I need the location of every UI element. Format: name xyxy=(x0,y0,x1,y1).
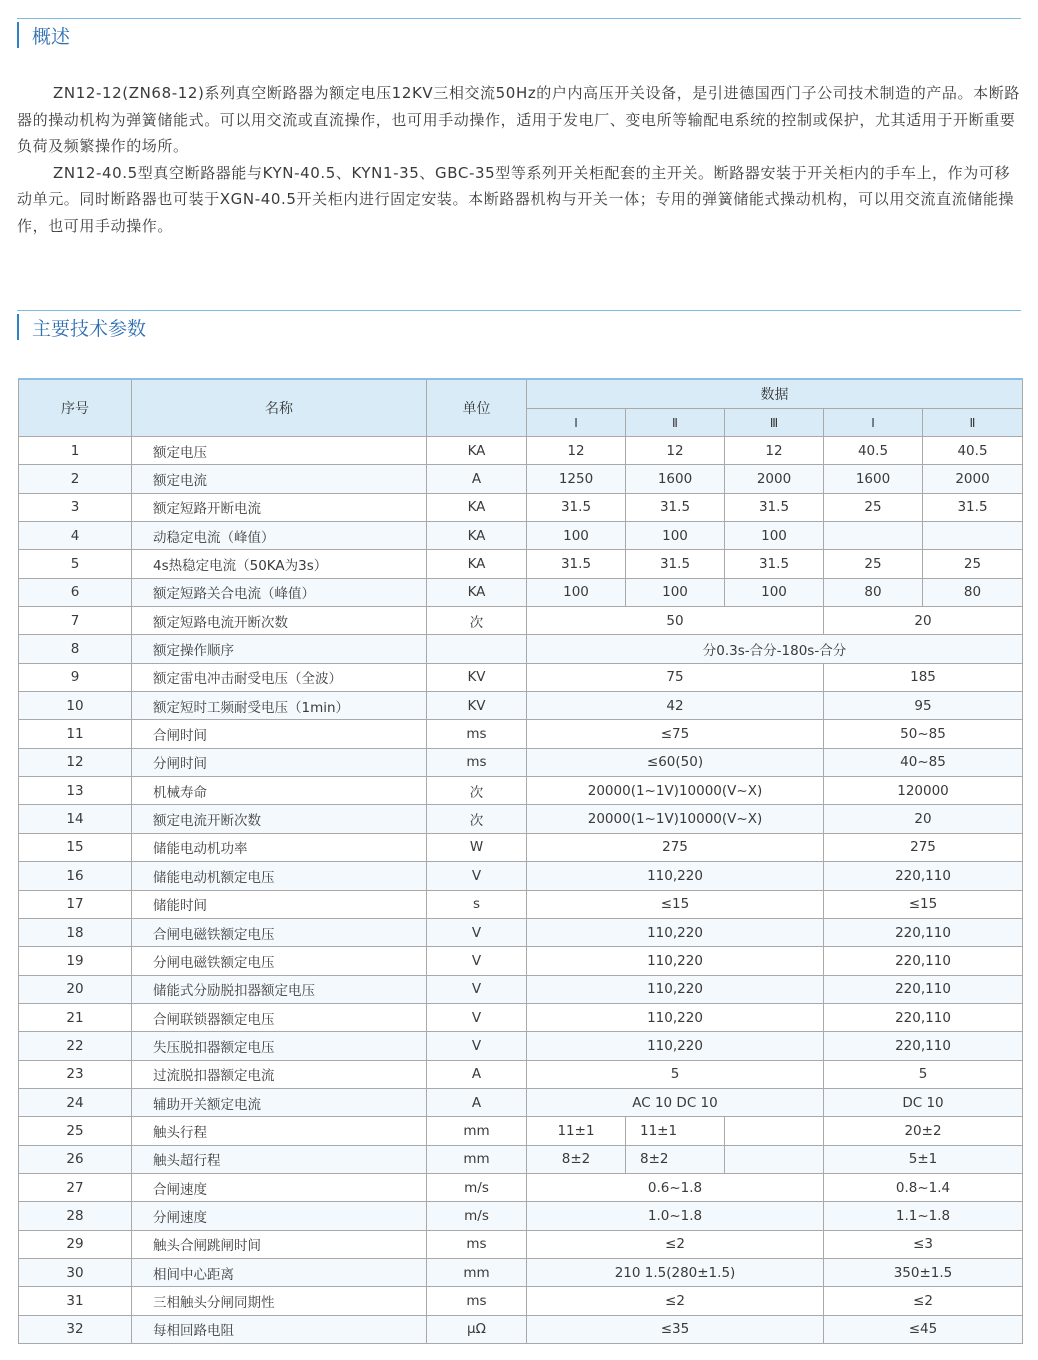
param-unit: mm xyxy=(427,1145,527,1173)
param-unit: KA xyxy=(427,578,527,606)
data-cell: 1.1~1.8 xyxy=(824,1202,1023,1230)
header-rule xyxy=(17,310,1021,311)
data-cell: 20 xyxy=(824,805,1023,833)
data-cell: 25 xyxy=(824,493,923,521)
data-cell: ≤3 xyxy=(824,1230,1023,1258)
table-row xyxy=(19,748,1023,776)
data-cell: 220,110 xyxy=(824,918,1023,946)
param-unit: KA xyxy=(427,437,527,465)
spec-table-body xyxy=(19,437,1023,1344)
table-row xyxy=(19,522,1023,550)
data-cell: 12 xyxy=(626,437,725,465)
header-accent-bar xyxy=(17,314,19,340)
data-cell: 100 xyxy=(725,522,824,550)
param-name: 合闸电磁铁额定电压 xyxy=(132,918,427,946)
param-name: 额定雷电冲击耐受电压（全波） xyxy=(132,663,427,691)
table-row xyxy=(19,692,1023,720)
data-cell: 31.5 xyxy=(527,550,626,578)
table-row xyxy=(19,975,1023,1003)
table-row xyxy=(19,437,1023,465)
data-cell: 11±1 xyxy=(527,1117,626,1145)
data-cell: ≤15 xyxy=(824,890,1023,918)
row-number: 1 xyxy=(19,437,132,465)
data-cell: 220,110 xyxy=(824,862,1023,890)
data-cell: 31.5 xyxy=(626,550,725,578)
param-unit: ms xyxy=(427,1230,527,1258)
row-number: 12 xyxy=(19,748,132,776)
param-unit: mm xyxy=(427,1117,527,1145)
data-cell: 0.6~1.8 xyxy=(527,1173,824,1201)
data-cell: AC 10 DC 10 xyxy=(527,1088,824,1116)
overview-title: 概述 xyxy=(32,26,71,48)
header-data: 数据 xyxy=(527,379,1023,409)
data-cell: ≤60(50) xyxy=(527,748,824,776)
param-unit: m/s xyxy=(427,1173,527,1201)
table-row xyxy=(19,1202,1023,1230)
param-name: 合闸时间 xyxy=(132,720,427,748)
data-cell: 100 xyxy=(626,578,725,606)
data-cell: 75 xyxy=(527,663,824,691)
row-number: 15 xyxy=(19,833,132,861)
param-name: 合闸联锁器额定电压 xyxy=(132,1003,427,1031)
row-number: 11 xyxy=(19,720,132,748)
header-sub: Ⅰ xyxy=(527,409,626,437)
data-cell: 80 xyxy=(923,578,1023,606)
row-number: 8 xyxy=(19,635,132,663)
param-unit: KA xyxy=(427,550,527,578)
header-sub: Ⅰ xyxy=(824,409,923,437)
param-name: 相间中心距离 xyxy=(132,1258,427,1286)
param-name: 储能时间 xyxy=(132,890,427,918)
data-cell: ≤15 xyxy=(527,890,824,918)
data-cell xyxy=(824,522,923,550)
table-row xyxy=(19,1060,1023,1088)
param-unit: KV xyxy=(427,663,527,691)
data-cell: 31.5 xyxy=(626,493,725,521)
data-cell: 42 xyxy=(527,692,824,720)
header-rule xyxy=(17,18,1021,19)
data-cell: 50 xyxy=(527,607,824,635)
param-name: 分闸速度 xyxy=(132,1202,427,1230)
row-number: 9 xyxy=(19,663,132,691)
row-number: 16 xyxy=(19,862,132,890)
data-cell: 1250 xyxy=(527,465,626,493)
param-name: 合闸速度 xyxy=(132,1173,427,1201)
data-cell-empty xyxy=(725,1145,824,1173)
row-number: 2 xyxy=(19,465,132,493)
data-cell: 8±2 xyxy=(527,1145,626,1173)
header-accent-bar xyxy=(17,22,19,48)
row-number: 4 xyxy=(19,522,132,550)
table-row xyxy=(19,578,1023,606)
data-cell: 110,220 xyxy=(527,1003,824,1031)
param-unit: V xyxy=(427,1032,527,1060)
table-row xyxy=(19,607,1023,635)
params-section-header xyxy=(17,310,1021,340)
data-cell: 220,110 xyxy=(824,1032,1023,1060)
row-number: 6 xyxy=(19,578,132,606)
data-cell: 100 xyxy=(725,578,824,606)
data-cell: 110,220 xyxy=(527,862,824,890)
data-cell: 20000(1~1V)10000(V~X) xyxy=(527,777,824,805)
row-number: 32 xyxy=(19,1315,132,1343)
table-row xyxy=(19,1258,1023,1286)
data-cell: 350±1.5 xyxy=(824,1258,1023,1286)
header-name: 名称 xyxy=(132,379,427,437)
header-sub: Ⅱ xyxy=(626,409,725,437)
data-cell: 31.5 xyxy=(725,493,824,521)
overview-text xyxy=(17,80,1021,239)
data-cell: 50~85 xyxy=(824,720,1023,748)
table-row xyxy=(19,777,1023,805)
row-number: 20 xyxy=(19,975,132,1003)
param-unit: V xyxy=(427,862,527,890)
param-name: 分闸时间 xyxy=(132,748,427,776)
param-name: 额定短路电流开断次数 xyxy=(132,607,427,635)
param-unit: V xyxy=(427,975,527,1003)
row-number: 17 xyxy=(19,890,132,918)
data-cell: 31.5 xyxy=(725,550,824,578)
data-cell: 8±2 xyxy=(626,1145,725,1173)
row-number: 10 xyxy=(19,692,132,720)
data-cell: ≤35 xyxy=(527,1315,824,1343)
param-unit: V xyxy=(427,918,527,946)
data-cell: ≤2 xyxy=(527,1230,824,1258)
data-cell: 40.5 xyxy=(923,437,1023,465)
param-unit: V xyxy=(427,947,527,975)
data-cell: 20000(1~1V)10000(V~X) xyxy=(527,805,824,833)
data-cell: 5±1 xyxy=(824,1145,1023,1173)
data-cell: 100 xyxy=(527,522,626,550)
data-cell: 80 xyxy=(824,578,923,606)
table-row xyxy=(19,918,1023,946)
data-cell: 220,110 xyxy=(824,947,1023,975)
data-cell: 110,220 xyxy=(527,975,824,1003)
param-unit: ms xyxy=(427,748,527,776)
param-unit: KA xyxy=(427,493,527,521)
data-cell: 25 xyxy=(923,550,1023,578)
row-number: 13 xyxy=(19,777,132,805)
data-cell: 20±2 xyxy=(824,1117,1023,1145)
row-number: 21 xyxy=(19,1003,132,1031)
row-number: 19 xyxy=(19,947,132,975)
table-row xyxy=(19,1230,1023,1258)
param-name: 4s热稳定电流（50KA为3s） xyxy=(132,550,427,578)
param-unit: μΩ xyxy=(427,1315,527,1343)
data-cell: 31.5 xyxy=(923,493,1023,521)
data-cell: 2000 xyxy=(923,465,1023,493)
table-row xyxy=(19,805,1023,833)
table-row xyxy=(19,1173,1023,1201)
header-unit: 单位 xyxy=(427,379,527,437)
param-unit: KV xyxy=(427,692,527,720)
row-number: 7 xyxy=(19,607,132,635)
param-name: 额定操作顺序 xyxy=(132,635,427,663)
param-unit: mm xyxy=(427,1258,527,1286)
header-sub: Ⅱ xyxy=(923,409,1023,437)
table-row xyxy=(19,862,1023,890)
param-name: 额定短路关合电流（峰值） xyxy=(132,578,427,606)
data-cell: 120000 xyxy=(824,777,1023,805)
param-name: 触头合闸跳闸时间 xyxy=(132,1230,427,1258)
param-unit: V xyxy=(427,1003,527,1031)
row-number: 28 xyxy=(19,1202,132,1230)
param-unit: 次 xyxy=(427,777,527,805)
param-name: 储能式分励脱扣器额定电压 xyxy=(132,975,427,1003)
param-name: 辅助开关额定电流 xyxy=(132,1088,427,1116)
table-row xyxy=(19,720,1023,748)
data-cell-empty xyxy=(725,1117,824,1145)
param-name: 额定电压 xyxy=(132,437,427,465)
row-number: 23 xyxy=(19,1060,132,1088)
data-cell: 275 xyxy=(824,833,1023,861)
row-number: 3 xyxy=(19,493,132,521)
param-name: 额定电流 xyxy=(132,465,427,493)
param-name: 额定短时工频耐受电压（1min） xyxy=(132,692,427,720)
param-name: 分闸电磁铁额定电压 xyxy=(132,947,427,975)
data-cell: 1.0~1.8 xyxy=(527,1202,824,1230)
row-number: 26 xyxy=(19,1145,132,1173)
table-row xyxy=(19,890,1023,918)
param-unit: A xyxy=(427,465,527,493)
table-row xyxy=(19,550,1023,578)
param-unit xyxy=(427,635,527,663)
row-number: 24 xyxy=(19,1088,132,1116)
param-unit: W xyxy=(427,833,527,861)
data-cell: 5 xyxy=(527,1060,824,1088)
params-title: 主要技术参数 xyxy=(32,318,147,340)
param-unit: 次 xyxy=(427,805,527,833)
intro-paragraph-2: ZN12-40.5型真空断路器能与KYN-40.5、KYN1-35、GBC-35型等系列开关柜配套的主开关。断路器安装于开关柜内的手车上，作为可移动单元。同时断路器也可装于XGN-40.5开关柜内进行固定安装。本断路器机构与开关一体；专用的弹簧储能式操动机构，可以用交流直流储能操作，也可用手动操作。 xyxy=(17,163,1015,235)
data-cell: 1600 xyxy=(626,465,725,493)
table-row xyxy=(19,1287,1023,1315)
param-name: 三相触头分闸同期性 xyxy=(132,1287,427,1315)
param-unit: s xyxy=(427,890,527,918)
overview-section-header xyxy=(17,18,1021,48)
data-cell: 12 xyxy=(725,437,824,465)
data-cell: 0.8~1.4 xyxy=(824,1173,1023,1201)
param-unit: ms xyxy=(427,1287,527,1315)
param-unit: 次 xyxy=(427,607,527,635)
param-unit: KA xyxy=(427,522,527,550)
row-number: 25 xyxy=(19,1117,132,1145)
data-cell: 220,110 xyxy=(824,1003,1023,1031)
data-cell: 2000 xyxy=(725,465,824,493)
data-cell: 100 xyxy=(626,522,725,550)
data-cell: 220,110 xyxy=(824,975,1023,1003)
header-no: 序号 xyxy=(19,379,132,437)
param-name: 每相回路电阻 xyxy=(132,1315,427,1343)
table-row xyxy=(19,493,1023,521)
table-row xyxy=(19,1088,1023,1116)
table-row xyxy=(19,1315,1023,1343)
data-cell: 20 xyxy=(824,607,1023,635)
param-unit: A xyxy=(427,1060,527,1088)
param-name: 失压脱扣器额定电压 xyxy=(132,1032,427,1060)
data-cell: 210 1.5(280±1.5) xyxy=(527,1258,824,1286)
data-cell: 100 xyxy=(527,578,626,606)
param-name: 储能电动机功率 xyxy=(132,833,427,861)
row-number: 18 xyxy=(19,918,132,946)
table-row xyxy=(19,1145,1023,1173)
table-row xyxy=(19,663,1023,691)
param-name: 额定短路开断电流 xyxy=(132,493,427,521)
data-cell: 12 xyxy=(527,437,626,465)
data-cell xyxy=(923,522,1023,550)
data-cell: 110,220 xyxy=(527,947,824,975)
data-cell: 25 xyxy=(824,550,923,578)
table-row xyxy=(19,833,1023,861)
intro-paragraph-1: ZN12-12(ZN68-12)系列真空断路器为额定电压12KV三相交流50Hz的户内高压开关设备，是引进德国西门子公司技术制造的产品。本断路器的操动机构为弹簧储能式。可以用交流或直流操作，也可用手动操作，适用于发电厂、变电所等输配电系统的控制或保护，尤其适用于开断重要负荷及频繁操作的场所。 xyxy=(17,84,1020,155)
data-cell: 40.5 xyxy=(824,437,923,465)
row-number: 27 xyxy=(19,1173,132,1201)
table-row xyxy=(19,947,1023,975)
data-cell: ≤2 xyxy=(824,1287,1023,1315)
row-number: 22 xyxy=(19,1032,132,1060)
param-name: 动稳定电流（峰值） xyxy=(132,522,427,550)
row-number: 30 xyxy=(19,1258,132,1286)
param-name: 储能电动机额定电压 xyxy=(132,862,427,890)
row-number: 29 xyxy=(19,1230,132,1258)
param-name: 过流脱扣器额定电流 xyxy=(132,1060,427,1088)
param-unit: m/s xyxy=(427,1202,527,1230)
table-row xyxy=(19,1032,1023,1060)
param-name: 机械寿命 xyxy=(132,777,427,805)
param-name: 触头行程 xyxy=(132,1117,427,1145)
param-name: 触头超行程 xyxy=(132,1145,427,1173)
table-row xyxy=(19,635,1023,663)
spec-table xyxy=(18,378,1023,1344)
data-cell: 110,220 xyxy=(527,1032,824,1060)
param-name: 额定电流开断次数 xyxy=(132,805,427,833)
data-cell: DC 10 xyxy=(824,1088,1023,1116)
row-number: 5 xyxy=(19,550,132,578)
table-row xyxy=(19,465,1023,493)
data-cell: 40~85 xyxy=(824,748,1023,776)
data-cell: 110,220 xyxy=(527,918,824,946)
param-unit: A xyxy=(427,1088,527,1116)
data-cell: 5 xyxy=(824,1060,1023,1088)
param-unit: ms xyxy=(427,720,527,748)
data-cell: 185 xyxy=(824,663,1023,691)
data-cell: 95 xyxy=(824,692,1023,720)
data-cell: 11±1 xyxy=(626,1117,725,1145)
header-sub: Ⅲ xyxy=(725,409,824,437)
data-cell: 275 xyxy=(527,833,824,861)
data-cell: 1600 xyxy=(824,465,923,493)
table-row xyxy=(19,1003,1023,1031)
data-cell: 分0.3s-合分-180s-合分 xyxy=(527,635,1023,663)
data-cell: ≤2 xyxy=(527,1287,824,1315)
data-cell: 31.5 xyxy=(527,493,626,521)
table-row xyxy=(19,1117,1023,1145)
data-cell: ≤75 xyxy=(527,720,824,748)
data-cell: ≤45 xyxy=(824,1315,1023,1343)
row-number: 31 xyxy=(19,1287,132,1315)
row-number: 14 xyxy=(19,805,132,833)
